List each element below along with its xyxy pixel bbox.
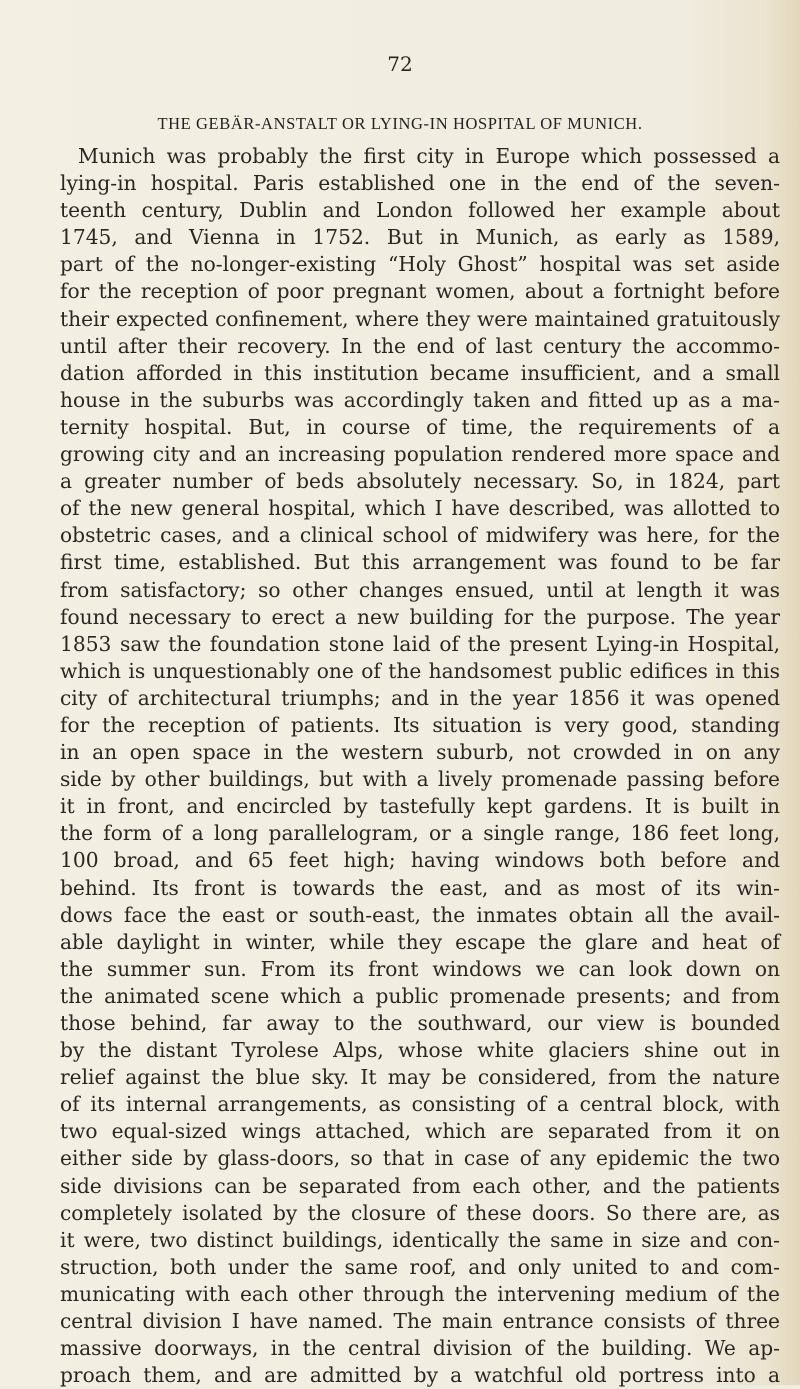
text-line: the form of a long parallelogram, or a single range, 186 feet long, (60, 821, 780, 846)
text-line: part of the no-longer-existing “Holy Ghost” hospital was set aside (60, 252, 780, 277)
text-line: by the distant Tyrolese Alps, whose white glaciers shine out in (60, 1038, 780, 1063)
text-line: behind. Its front is towards the east, and as most of its win- (60, 875, 780, 900)
text-line: their expected confinement, where they were maintained gratuitously (60, 306, 780, 331)
text-line: able daylight in winter, while they escape the glare and heat of (60, 929, 780, 954)
page-number: 72 (387, 52, 413, 76)
text-line: obstetric cases, and a clinical school of midwifery was here, for the (60, 523, 780, 548)
text-line: growing city and an increasing population rendered more space and (60, 442, 780, 467)
text-line: for the reception of poor pregnant women, about a fortnight before (60, 279, 780, 304)
text-line: from satisfactory; so other changes ensued, until at length it was (60, 577, 780, 602)
text-line: side by other buildings, but with a lively promenade passing before (60, 767, 780, 792)
text-line: until after their recovery. In the end of last century the accommo- (60, 333, 780, 358)
text-line: ternity hospital. But, in course of time, the requirements of a (60, 414, 780, 439)
text-line: side divisions can be separated from each other, and the patients (60, 1173, 780, 1198)
text-line: lying-in hospital. Paris established one in the end of the seven- (60, 171, 780, 196)
text-line: completely isolated by the closure of these doors. So there are, as (60, 1200, 780, 1225)
text-line: municating with each other through the intervening medium of the (60, 1281, 780, 1306)
text-line: central division I have named. The main entrance consists of three (60, 1309, 780, 1334)
text-line: struction, both under the same roof, and only united to and com- (60, 1254, 780, 1279)
text-line: of its internal arrangements, as consisting of a central block, with (60, 1092, 780, 1117)
text-line: it were, two distinct buildings, identically the same in size and con- (60, 1227, 780, 1252)
text-line: in an open space in the western suburb, not crowded in on any (60, 740, 780, 765)
text-line: those behind, far away to the southward, our view is bounded (60, 1011, 780, 1035)
text-line: proach them, and are admitted by a watchful old portress into a (60, 1363, 780, 1388)
text-line: first time, established. But this arrangement was found to be far (60, 550, 780, 575)
text-line: house in the suburbs was accordingly taken and fitted up as a ma- (60, 387, 780, 412)
text-line: teenth century, Dublin and London followed her example about (60, 198, 780, 223)
text-line: Munich was probably the first city in Europe which possessed a (78, 144, 780, 168)
text-line: dation afforded in this institution became insufficient, and a small (60, 360, 780, 385)
text-line: it in front, and encircled by tastefully kept gardens. It is built in (60, 794, 780, 819)
text-line: 1853 saw the foundation stone laid of the present Lying-in Hospital, (60, 631, 780, 656)
text-line: relief against the blue sky. It may be considered, from the nature (60, 1065, 780, 1090)
running-head: THE GEBÄR-ANSTALT OR LYING-IN HOSPITAL OF MUNICH. (157, 114, 643, 133)
text-line: found necessary to erect a new building for the purpose. The year (60, 604, 780, 629)
text-line: of the new general hospital, which I have described, was allotted to (60, 496, 780, 521)
text-line: a greater number of beds absolutely necessary. So, in 1824, part (60, 469, 780, 494)
text-line: two equal-sized wings attached, which are separated from it on (60, 1119, 780, 1144)
text-line: either side by glass-doors, so that in case of any epidemic the two (60, 1146, 780, 1171)
text-line: the animated scene which a public promenade presents; and from (60, 983, 780, 1008)
text-line: dows face the east or south-east, the inmates obtain all the avail- (60, 902, 780, 927)
body-text (60, 143, 780, 1389)
text-line: which is unquestionably one of the handsomest public edifices in this (60, 658, 780, 683)
text-line: for the reception of patients. Its situation is very good, standing (60, 712, 780, 737)
text-line: city of architectural triumphs; and in the year 1856 it was opened (60, 685, 780, 710)
text-line: 1745, and Vienna in 1752. But in Munich, as early as 1589, (60, 225, 780, 250)
text-line: 100 broad, and 65 feet high; having windows both before and (60, 848, 780, 873)
text-line: massive doorways, in the central division of the building. We ap- (60, 1336, 780, 1361)
text-line: the summer sun. From its front windows we can look down on (60, 956, 780, 981)
